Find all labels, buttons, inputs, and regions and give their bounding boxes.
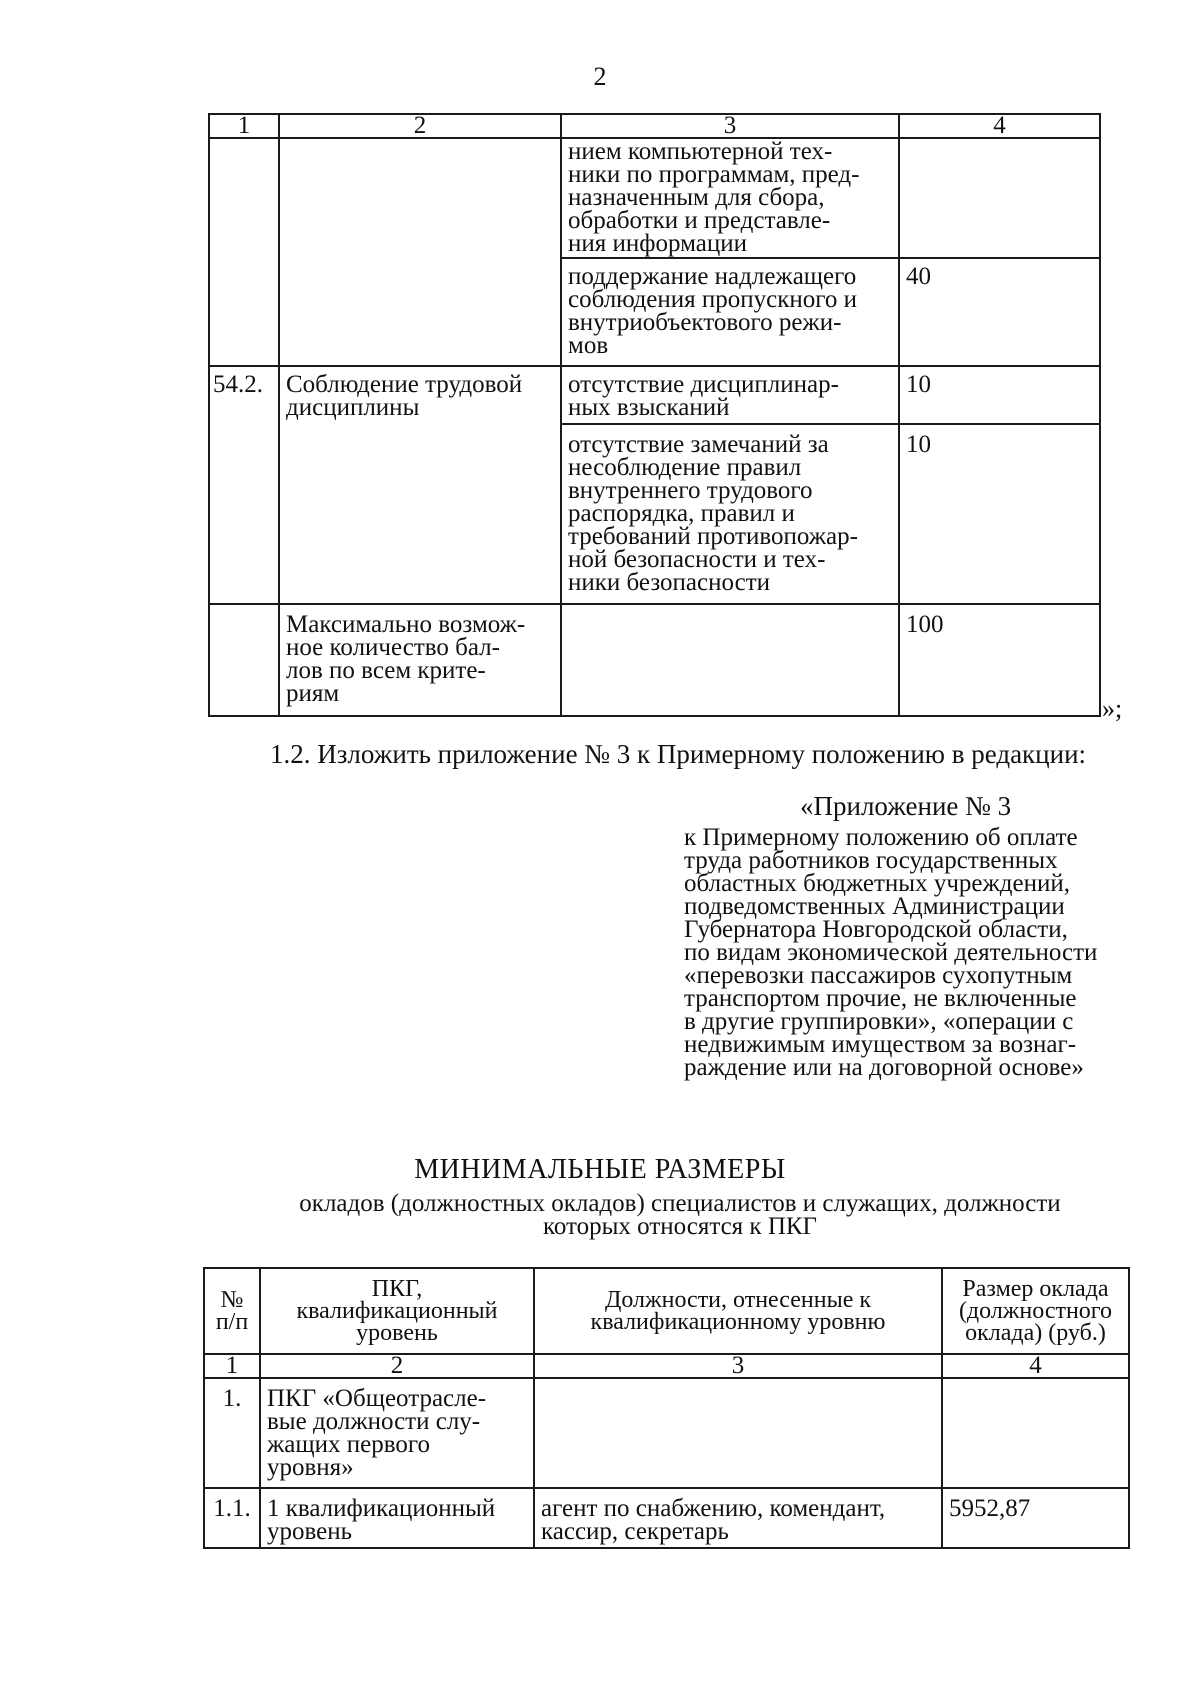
criterion-text: отсутствие замечаний за несоблюдение правил внутреннего трудового распорядка, правил и требований противопожар- ной безопасности и тех- ники безопасности: [561, 424, 899, 604]
criteria-table-header-row: [209, 114, 1100, 138]
header-cell: 1: [209, 114, 279, 138]
salary-table: [203, 1267, 1130, 1549]
score-cell: 40: [899, 258, 1100, 366]
document-subtitle: окладов (должностных окладов) специалистов и служащих, должности которых относятся к ПКГ: [299, 1190, 1061, 1240]
appendix-title: «Приложение № 3: [800, 791, 1012, 821]
table-cell: [209, 138, 279, 366]
appendix-description: к Примерному положению об оплате труда работников государственных областных бюджетных учреждений, подведомственных Администрации Губернатора Новгородской области, по видам экономической деятельности «перевозки пассажиров сухопутным транспортом прочие, не включенные в другие группировки», «операции с недвижимым имуществом за вознаг- раждение или на договорной основе»: [684, 824, 1098, 1081]
header-cell: 2: [279, 114, 561, 138]
header-cell: 3: [561, 114, 899, 138]
positions-cell: агент по снабжению, комендант, кассир, секретарь: [534, 1488, 942, 1548]
table-row: [204, 1488, 1129, 1548]
paragraph-1-2: 1.2. Изложить приложение № 3 к Примерному положению в редакции:: [270, 739, 1087, 769]
score-cell: 100: [899, 604, 1100, 716]
column-header-pkg: ПКГ, квалификационный уровень: [260, 1268, 534, 1354]
header-cell: 4: [942, 1354, 1129, 1378]
indicator-name: Соблюдение трудовой дисциплины: [279, 366, 561, 604]
header-cell: 2: [260, 1354, 534, 1378]
salary-cell: 5952,87: [942, 1488, 1129, 1548]
page-number: 2: [593, 62, 607, 91]
row-number: 1.1.: [204, 1488, 260, 1548]
score-cell: 10: [899, 366, 1100, 424]
positions-cell: [534, 1378, 942, 1488]
table-cell: [561, 604, 899, 716]
document-title: МИНИМАЛЬНЫЕ РАЗМЕРЫ: [414, 1154, 786, 1185]
score-cell: [899, 138, 1100, 258]
pkg-name: 1 квалификационный уровень: [260, 1488, 534, 1548]
header-cell: 4: [899, 114, 1100, 138]
table-cell: [279, 138, 561, 366]
pkg-name: ПКГ «Общеотрасле- вые должности слу- жащих первого уровня»: [260, 1378, 534, 1488]
table-row: [209, 366, 1100, 424]
row-number: 1.: [204, 1378, 260, 1488]
table-cell: [209, 604, 279, 716]
criterion-text: отсутствие дисциплинар- ных взысканий: [561, 366, 899, 424]
column-header-salary: Размер оклада (должностного оклада) (руб.): [942, 1268, 1129, 1354]
score-cell: 10: [899, 424, 1100, 604]
table-row: [209, 604, 1100, 716]
criterion-text: нием компьютерной тех- ники по программам, пред- назначенным для сбора, обработки и представле- ния информации: [561, 138, 899, 258]
header-cell: 3: [534, 1354, 942, 1378]
salary-table-header-row: [204, 1268, 1129, 1354]
item-number: 54.2.: [209, 366, 279, 604]
header-cell: 1: [204, 1354, 260, 1378]
closing-quote: »;: [1102, 694, 1123, 723]
salary-cell: [942, 1378, 1129, 1488]
column-header-positions: Должности, отнесенные к квалификационному уровню: [534, 1268, 942, 1354]
table-row: [204, 1378, 1129, 1488]
table-row: [209, 138, 1100, 258]
column-header-number: № п/п: [204, 1268, 260, 1354]
total-label: Максимально возмож- ное количество бал- лов по всем крите- риям: [279, 604, 561, 716]
criterion-text: поддержание надлежащего соблюдения пропускного и внутриобъектового режи- мов: [561, 258, 899, 366]
criteria-table: [208, 113, 1101, 717]
column-numbers-row: [204, 1354, 1129, 1378]
